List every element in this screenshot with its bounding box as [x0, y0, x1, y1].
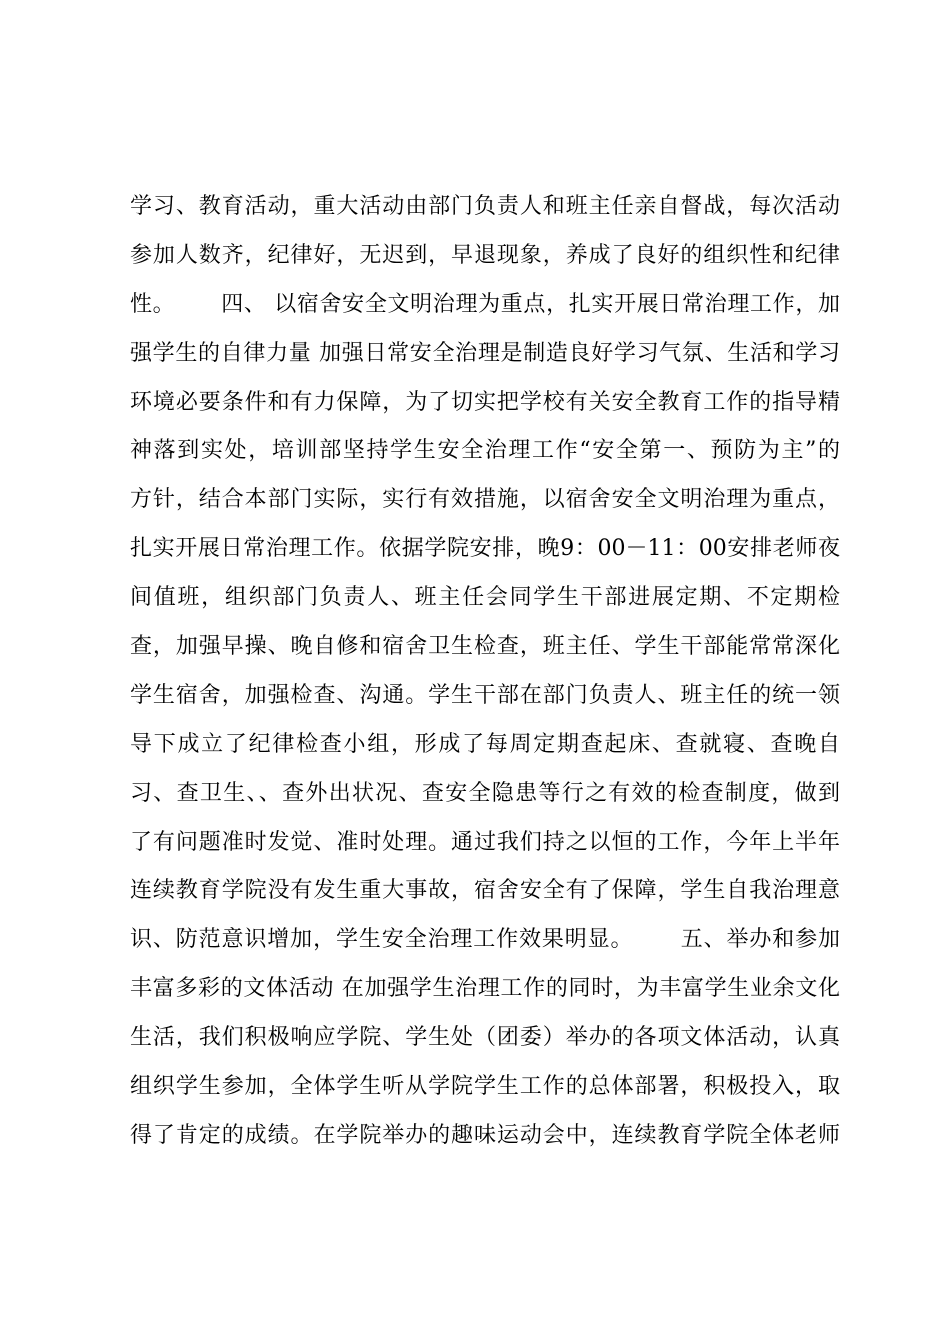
text-line: 学生宿舍，加强检查、沟通。学生干部在部门负责人、班主任的统一领 — [130, 682, 840, 708]
text-line: 识、防范意识增加，学生安全治理工作效果明显。 五、举办和参加 — [130, 927, 840, 953]
text-line: 参加人数齐，纪律好，无迟到，早退现象，养成了良好的组织性和纪律 — [130, 242, 840, 268]
text-line: 丰富多彩的文体活动 在加强学生治理工作的同时，为丰富学生业余文化 — [130, 976, 840, 1002]
text-line: 强学生的自律力量 加强日常安全治理是制造良好学习气氛、生活和学习 — [130, 340, 840, 366]
text-line: 扎实开展日常治理工作。依据学院安排，晚9：00－11：00安排老师夜 — [130, 536, 840, 562]
text-line: 连续教育学院没有发生重大事故，宿舍安全有了保障，学生自我治理意 — [130, 878, 840, 904]
text-line: 生活，我们积极响应学院、学生处（团委）举办的各项文体活动，认真 — [130, 1025, 840, 1051]
text-line: 得了肯定的成绩。在学院举办的趣味运动会中，连续教育学院全体老师 — [130, 1122, 840, 1148]
text-line: 学习、教育活动，重大活动由部门负责人和班主任亲自督战，每次活动 — [130, 194, 840, 219]
text-line: 性。 四、 以宿舍安全文明治理为重点，扎实开展日常治理工作，加 — [130, 291, 840, 317]
text-line: 组织学生参加，全体学生听从学院学生工作的总体部署，积极投入，取 — [130, 1074, 840, 1100]
text-line: 了有问题准时发觉、准时处理。通过我们持之以恒的工作，今年上半年 — [130, 829, 840, 855]
text-line: 导下成立了纪律检查小组，形成了每周定期查起床、查就寝、查晚自 — [130, 731, 840, 757]
text-line: 间值班，组织部门负责人、班主任会同学生干部进展定期、不定期检 — [130, 585, 840, 611]
text-line: 查，加强早操、晚自修和宿舍卫生检查，班主任、学生干部能常常深化 — [130, 634, 840, 660]
text-line: 环境必要条件和有力保障，为了切实把学校有关安全教育工作的指导精 — [130, 389, 840, 415]
text-line: 方针，结合本部门实际，实行有效措施，以宿舍安全文明治理为重点， — [130, 487, 840, 513]
text-line: 习、查卫生、、查外出状况、查安全隐患等行之有效的检查制度，做到 — [130, 780, 840, 806]
body-text — [130, 183, 840, 1161]
text-line: 神落到实处，培训部坚持学生安全治理工作“安全第一、预防为主”的 — [130, 438, 840, 464]
